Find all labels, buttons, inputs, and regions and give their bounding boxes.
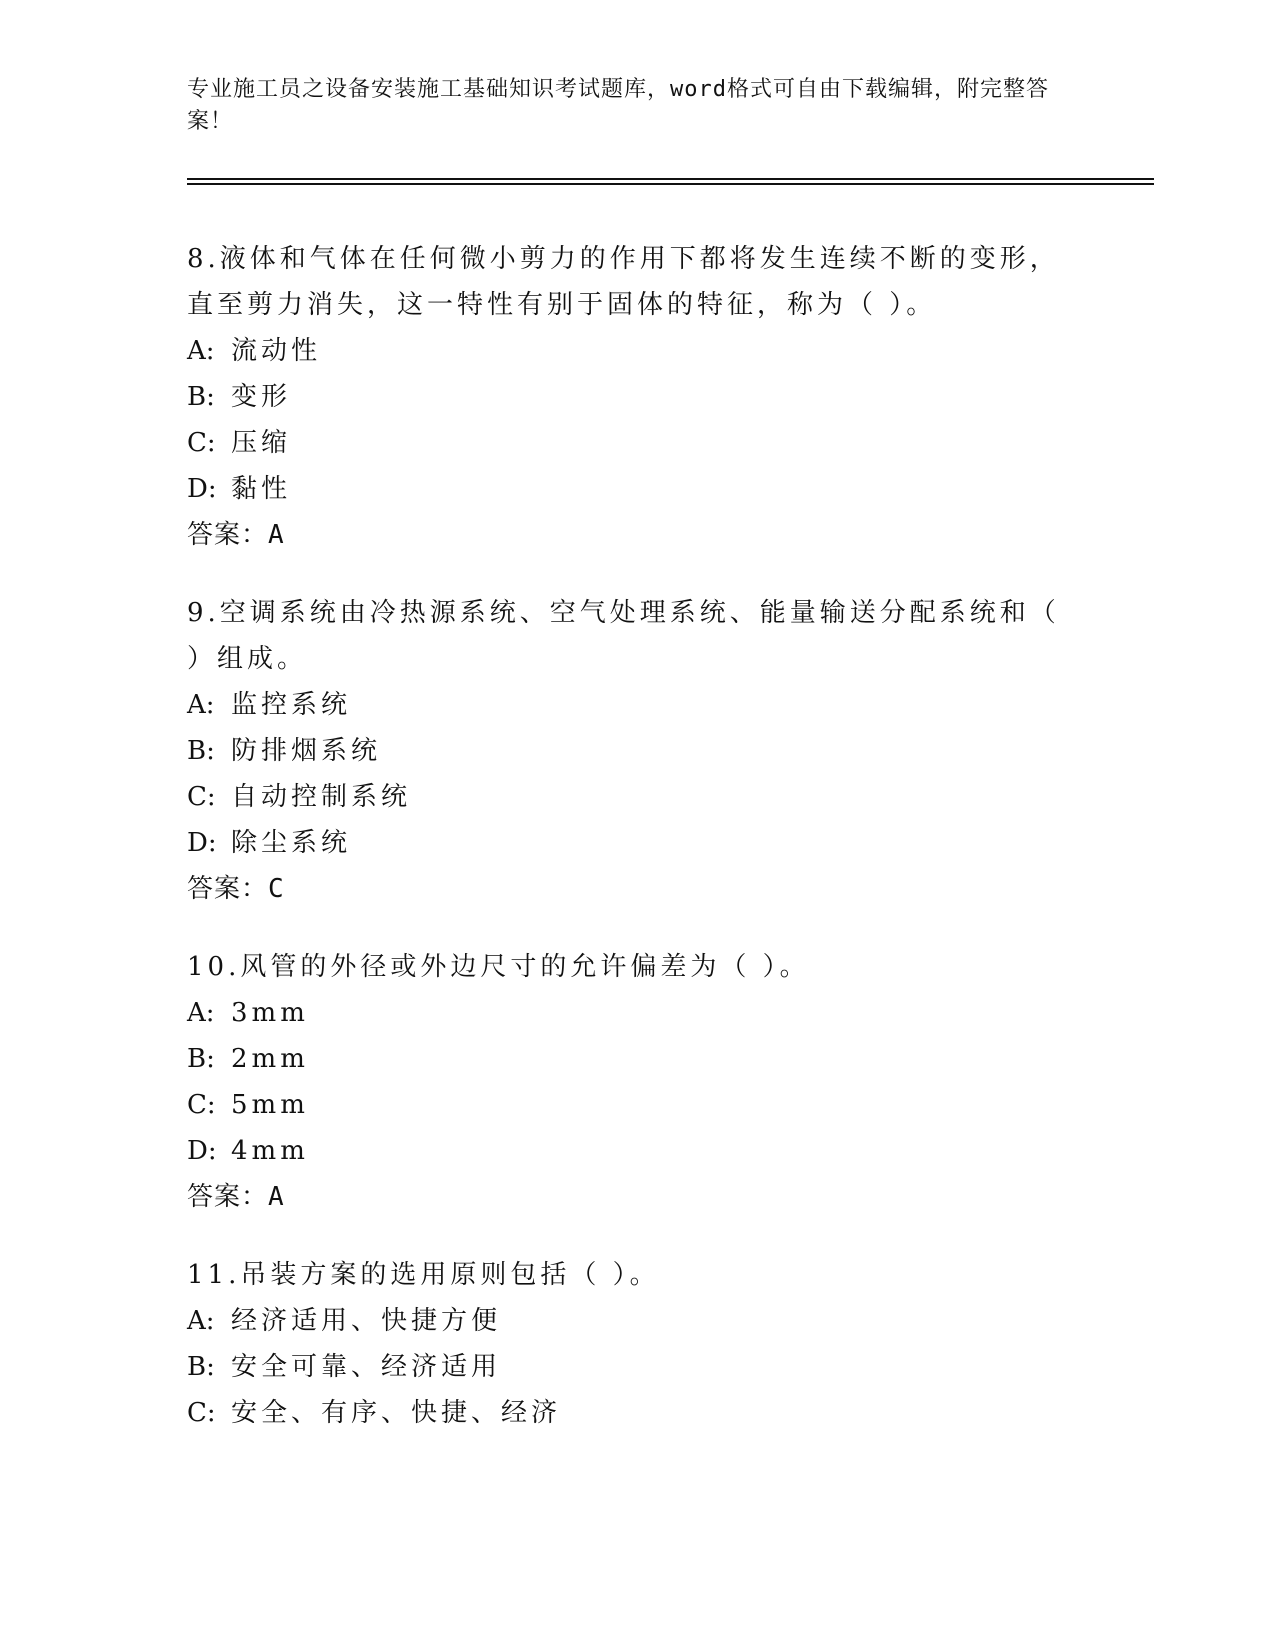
question-9 [187,590,1067,912]
option-a [187,990,1067,1036]
option-text: 变形 [231,382,292,412]
option-b [187,1036,1067,1082]
option-b [187,1344,1067,1390]
option-letter: D: [187,828,217,858]
option-letter: C: [187,1398,216,1428]
option-b [187,374,1067,420]
question-list [187,236,1067,1468]
option-text: 4mm [231,1136,309,1166]
document-header: 专业施工员之设备安装施工基础知识考试题库，word格式可自由下载编辑，附完整答案！ [187,77,1049,134]
option-b [187,728,1067,774]
option-letter: A: [187,998,215,1028]
option-text: 监控系统 [231,690,352,720]
answer-line: 答案：A [187,1182,285,1212]
option-c [187,774,1067,820]
option-letter: B: [187,1352,215,1382]
option-letter: C: [187,1090,216,1120]
option-text: 安全可靠、经济适用 [231,1352,502,1382]
option-d [187,820,1067,866]
option-letter: B: [187,382,215,412]
option-letter: C: [187,428,216,458]
question-text: 10.风管的外径或外边尺寸的允许偏差为（ ）。 [187,952,810,982]
option-c [187,1390,1067,1436]
option-letter: A: [187,336,215,366]
option-letter: A: [187,1306,215,1336]
option-text: 黏性 [231,474,292,504]
option-d [187,466,1067,512]
answer-line: 答案：C [187,874,285,904]
option-d [187,1128,1067,1174]
option-a [187,682,1067,728]
option-a [187,1298,1067,1344]
question-10 [187,944,1067,1220]
option-text: 3mm [231,998,309,1028]
option-letter: D: [187,474,217,504]
option-letter: B: [187,736,215,766]
option-text: 2mm [231,1044,309,1074]
option-c [187,420,1067,466]
option-a [187,328,1067,374]
question-11 [187,1252,1067,1436]
question-8 [187,236,1067,558]
answer-line: 答案：A [187,520,285,550]
option-c [187,1082,1067,1128]
option-text: 防排烟系统 [231,736,382,766]
option-text: 除尘系统 [231,828,352,858]
question-text: 9.空调系统由冷热源系统、空气处理系统、能量输送分配系统和（ ）组成。 [187,598,1060,674]
option-letter: B: [187,1044,215,1074]
option-text: 安全、有序、快捷、经济 [231,1398,562,1428]
header-divider-bottom [187,183,1154,185]
header-divider-top [187,178,1154,180]
option-text: 压缩 [231,428,292,458]
question-text: 11.吊装方案的选用原则包括（ ）。 [187,1260,660,1290]
option-text: 自动控制系统 [231,782,412,812]
option-text: 5mm [231,1090,309,1120]
option-letter: A: [187,690,215,720]
option-letter: C: [187,782,216,812]
option-letter: D: [187,1136,217,1166]
option-text: 流动性 [231,336,322,366]
question-text: 8.液体和气体在任何微小剪力的作用下都将发生连续不断的变形，直至剪力消失，这一特性有别于固体的特征，称为（ ）。 [187,244,1060,320]
option-text: 经济适用、快捷方便 [231,1306,502,1336]
